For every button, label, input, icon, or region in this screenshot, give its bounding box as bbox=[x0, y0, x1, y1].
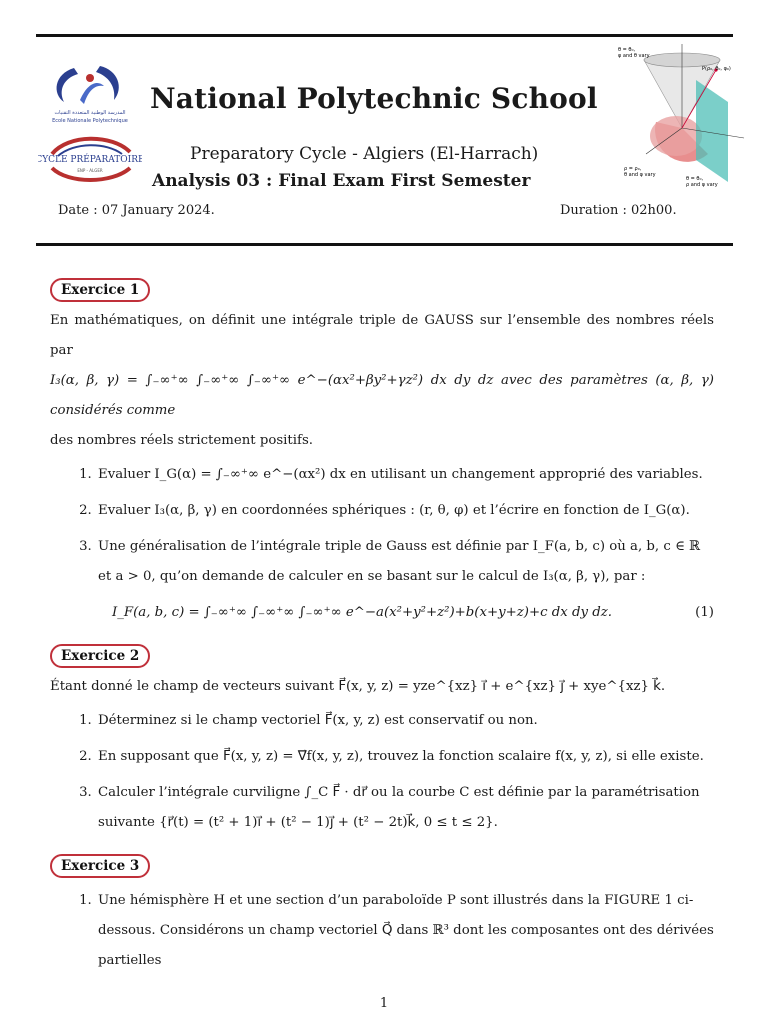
figure-label-3: P(ρ₀, θ₀, φ₀) bbox=[702, 66, 731, 72]
exercise-1-badge: Exercice 1 bbox=[50, 278, 150, 302]
exercise-1-intro-line-2: I₃(α, β, γ) = ∫₋∞⁺∞ ∫₋∞⁺∞ ∫₋∞⁺∞ e^−(αx²+βy²+γz²) dx dy dz avec des paramètres (α, β, γ) considérés comme bbox=[50, 373, 714, 418]
top-rule bbox=[36, 34, 733, 37]
logo-text-enp: Ecole Nationale Polytechnique bbox=[52, 118, 128, 124]
exercise-1-question-3: 3. Une généralisation de l’intégrale triple de Gauss est définie par I_F(a, b, c) où a, b, c ∈ ℝ et a > 0, qu’on demande de calculer en se basant sur le calcul de I₃(α, β, γ), par : bbox=[96, 532, 714, 592]
figure-label-7: ρ and φ vary bbox=[686, 182, 718, 188]
figure-label-5: θ and φ vary bbox=[624, 172, 656, 178]
exercise-1-questions bbox=[50, 460, 714, 592]
subtitle: Preparatory Cycle - Algiers (El-Harrach) bbox=[190, 144, 539, 164]
bottom-rule bbox=[36, 243, 733, 246]
exercise-2-badge: Exercice 2 bbox=[50, 644, 150, 668]
exercise-2-intro: Étant donné le champ de vecteurs suivant F⃗(x, y, z) = yze^{xz} i⃗ + e^{xz} j⃗ + xye^{xz} k⃗. bbox=[50, 679, 666, 694]
equation-1 bbox=[50, 598, 714, 628]
figure-label-6: θ = θ₀, bbox=[686, 176, 704, 182]
exercise-1-intro-line-1: En mathématiques, on définit une intégrale triple de GAUSS sur l’ensemble des nombres réels par bbox=[50, 313, 714, 358]
figure-label-2: φ and θ vary bbox=[618, 53, 650, 59]
equation-1-body: I_F(a, b, c) = ∫₋∞⁺∞ ∫₋∞⁺∞ ∫₋∞⁺∞ e^−a(x²+y²+z²)+b(x+y+z)+c dx dy dz. bbox=[111, 605, 613, 620]
exercise-2-question-2: 2. En supposant que F⃗(x, y, z) = ∇⃗f(x, y, z), trouvez la fonction scalaire f(x, y, z), si elle existe. bbox=[96, 742, 714, 772]
school-title: National Polytechnic School bbox=[150, 82, 598, 115]
exam-title: Analysis 03 : Final Exam First Semester bbox=[152, 171, 531, 191]
exercise-1-question-1: 1. Evaluer I_G(α) = ∫₋∞⁺∞ e^−(αx²) dx en utilisant un changement approprié des variables. bbox=[96, 460, 714, 490]
exercise-3-question-1: 1. Une hémisphère H et une section d’un paraboloïde P sont illustrés dans la FIGURE 1 ci-dessous. Considérons un champ vectoriel Q⃗ dans ℝ³ dont les composantes ont des dérivées partielles bbox=[96, 886, 714, 976]
exercise-3-questions bbox=[50, 886, 714, 976]
cycle-preparatoire-logo bbox=[38, 132, 142, 190]
figure-label-1: θ = θ₀, bbox=[618, 47, 636, 53]
logo-text-arabic: المدرسة الوطنية المتعددة التقنيات bbox=[54, 110, 126, 116]
logo-text-cycle: CYCLE PRÉPARATOIRE bbox=[38, 155, 142, 165]
exercise-2-questions bbox=[50, 706, 714, 838]
exam-content bbox=[50, 268, 714, 982]
exam-duration: Duration : 02h00. bbox=[560, 203, 677, 218]
enp-logo bbox=[44, 60, 136, 128]
exercise-2-question-3: 3. Calculer l’intégrale curviligne ∫_C F⃗ · dr⃗ ou la courbe C est définie par la paramétrisation suivante {r⃗(t) = (t² + 1)i⃗ + (t² − 1)j⃗ + (t² − 2t)k⃗, 0 ≤ t ≤ 2}. bbox=[96, 778, 714, 838]
figure-label-4: ρ = ρ₀, bbox=[624, 166, 642, 172]
exercise-3-badge: Exercice 3 bbox=[50, 854, 150, 878]
spherical-coordinates-figure bbox=[616, 42, 748, 192]
exam-date: Date : 07 January 2024. bbox=[58, 203, 215, 218]
exercise-2-question-1: 1. Déterminez si le champ vectoriel F⃗(x, y, z) est conservatif ou non. bbox=[96, 706, 714, 736]
exercise-1-intro-line-3: des nombres réels strictement positifs. bbox=[50, 433, 314, 448]
page-number: 1 bbox=[379, 996, 389, 1011]
equation-1-number: (1) bbox=[695, 605, 714, 620]
exercise-1-question-2: 2. Evaluer I₃(α, β, γ) en coordonnées sphériques : (r, θ, φ) et l’écrire en fonction de I_G(α). bbox=[96, 496, 714, 526]
logo-text-enp-alger: ENP - ALGER bbox=[77, 168, 103, 173]
